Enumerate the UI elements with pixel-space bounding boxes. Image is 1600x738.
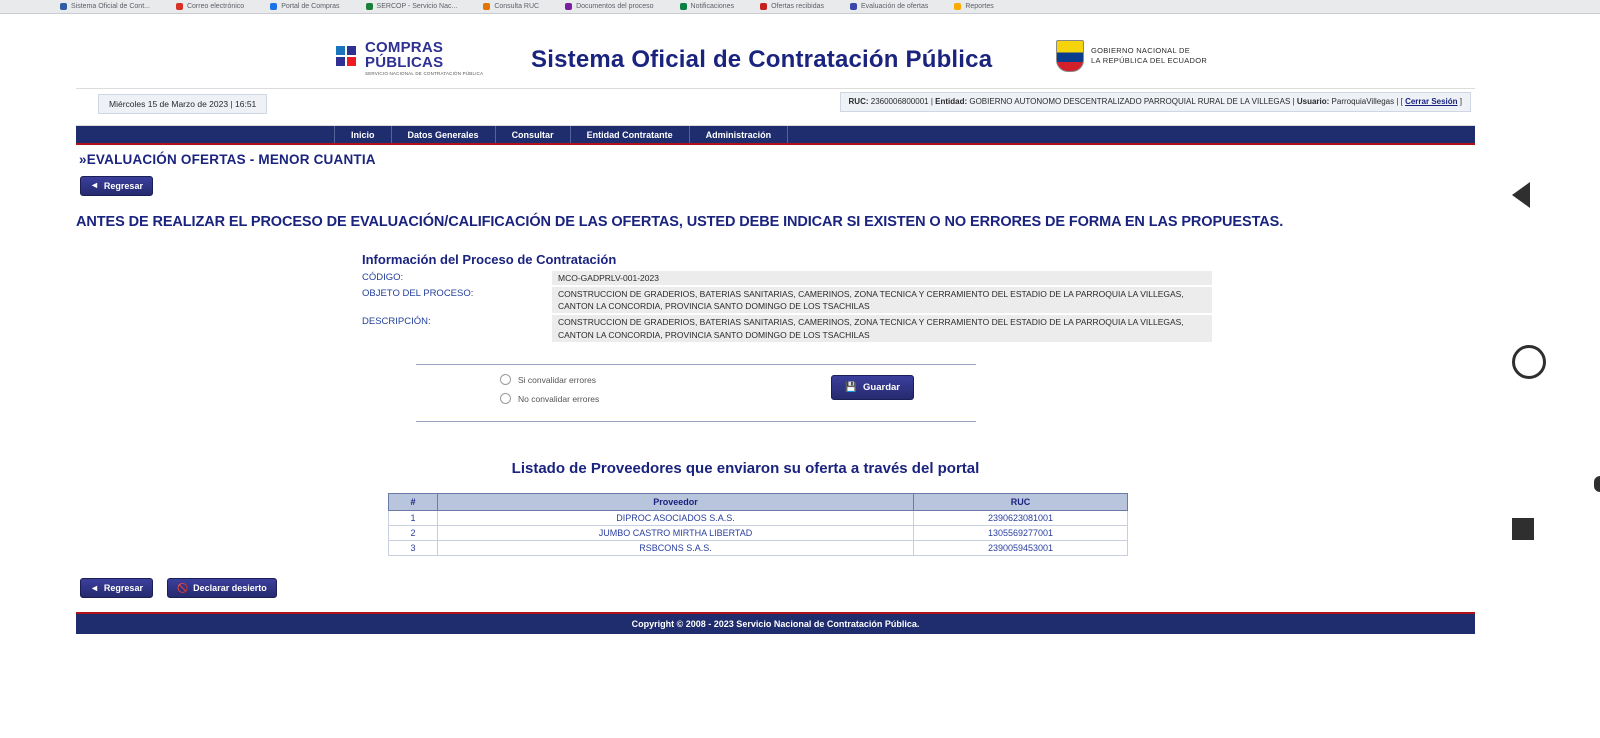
session-info-bar — [76, 88, 1475, 126]
nav-item-inicio[interactable]: Inicio — [334, 126, 392, 143]
recents-square-icon[interactable] — [1512, 518, 1534, 540]
favicon-icon — [483, 3, 490, 10]
info-label-codigo: CÓDIGO: — [362, 271, 404, 283]
back-arrow-icon[interactable] — [1512, 182, 1530, 208]
cell-number: 2 — [389, 526, 438, 541]
declare-void-label: Declarar desierto — [193, 583, 267, 594]
table-row[interactable] — [389, 526, 1128, 541]
browser-tab[interactable] — [850, 3, 928, 10]
favicon-icon — [366, 3, 373, 10]
browser-tab[interactable] — [565, 3, 653, 10]
cell-number: 3 — [389, 541, 438, 556]
table-header-row — [389, 494, 1128, 511]
process-info-title: Información del Proceso de Contratación — [362, 251, 617, 267]
browser-tab[interactable] — [366, 3, 458, 10]
back-button-bottom-label: Regresar — [103, 583, 143, 594]
browser-tab[interactable] — [270, 3, 339, 10]
home-circle-icon[interactable] — [1512, 345, 1546, 379]
column-header-proveedor: Proveedor — [438, 494, 914, 511]
back-arrow-icon: ◄ — [90, 180, 99, 190]
cell-ruc: 2390059453001 — [914, 541, 1128, 556]
entity-value: GOBIERNO AUTONOMO DESCENTRALIZADO PARROQUIAL RURAL DE LA VILLEGAS — [969, 97, 1291, 106]
column-header-number: # — [389, 494, 438, 511]
table-row[interactable] — [389, 511, 1128, 526]
nav-item-entidad-contratante[interactable]: Entidad Contratante — [571, 126, 690, 143]
current-date: Miércoles 15 de Marzo de 2023 | 16:51 — [98, 94, 267, 114]
providers-table — [388, 493, 1128, 556]
back-button-label: Regresar — [103, 180, 143, 191]
browser-tab-label: Correo electrónico — [186, 3, 245, 10]
convalidation-options — [416, 364, 976, 422]
favicon-icon — [60, 3, 67, 10]
providers-list-title: Listado de Proveedores que enviaron su oferta a través del portal — [511, 460, 980, 478]
table-row[interactable] — [389, 541, 1128, 556]
save-disk-icon: 💾 — [845, 382, 858, 394]
nav-item-consultar[interactable]: Consultar — [496, 126, 571, 143]
back-arrow-icon: ◄ — [90, 582, 99, 593]
government-logo — [1056, 40, 1207, 72]
logo-line-1: COMPRAS — [365, 39, 444, 56]
info-label-objeto: OBJETO DEL PROCESO: — [362, 287, 474, 299]
browser-tab-strip[interactable] — [0, 0, 1600, 14]
info-row — [362, 271, 1212, 285]
browser-tab-label: SERCOP - Servicio Nac... — [376, 3, 458, 10]
declare-void-button[interactable] — [167, 578, 277, 598]
user-label: Usuario: — [1296, 97, 1330, 106]
browser-tab[interactable] — [954, 3, 993, 10]
cancel-icon: 🚫 — [176, 582, 189, 593]
favicon-icon — [760, 3, 767, 10]
favicon-icon — [270, 3, 277, 10]
info-row — [362, 315, 1212, 342]
session-details: RUC: 2360006800001 | Entidad: GOBIERNO AUTONOMO DESCENTRALIZADO PARROQUIAL RURAL DE LA VILLEGAS | Usuario: ParroquiaVillegas | [ Cerrar Sesión ] — [840, 92, 1471, 112]
entity-label: Entidad: — [935, 97, 968, 106]
cell-number: 1 — [389, 511, 438, 526]
info-value-objeto: CONSTRUCCION DE GRADERIOS, BATERIAS SANITARIAS, CAMERINOS, ZONA TECNICA Y CERRAMIENTO DEL ESTADIO DE LA PARROQUIA LA VILLEGAS, CANTON LA CONCORDIA, PROVINCIA SANTO DOMINGO DE LOS TSACHILAS — [552, 287, 1212, 314]
logout-link[interactable]: Cerrar Sesión — [1405, 97, 1458, 106]
main-navigation[interactable] — [76, 126, 1475, 145]
scroll-indicator — [1594, 476, 1600, 492]
user-value: ParroquiaVillegas — [1331, 97, 1395, 106]
favicon-icon — [176, 3, 183, 10]
browser-tab[interactable] — [483, 3, 539, 10]
browser-tab-label: Evaluación de ofertas — [861, 3, 929, 10]
ecuador-flag-icon — [1056, 40, 1084, 72]
gov-line-2: LA REPÚBLICA DEL ECUADOR — [1091, 56, 1208, 65]
cell-ruc: 2390623081001 — [914, 511, 1128, 526]
breadcrumb: »EVALUACIÓN OFERTAS - MENOR CUANTIA — [79, 152, 376, 167]
radio-icon[interactable] — [500, 374, 511, 385]
browser-tab[interactable] — [176, 3, 244, 10]
info-value-descripcion: CONSTRUCCION DE GRADERIOS, BATERIAS SANITARIAS, CAMERINOS, ZONA TECNICA Y CERRAMIENTO DEL ESTADIO DE LA PARROQUIA LA VILLEGAS, CANTON LA CONCORDIA, PROVINCIA SANTO DOMINGO DE LOS TSACHILAS — [552, 315, 1212, 342]
browser-tab-label: Sistema Oficial de Cont... — [71, 3, 150, 10]
ruc-value: 2360006800001 — [870, 97, 929, 106]
browser-tab-label: Documentos del proceso — [576, 3, 654, 10]
bottom-actions — [80, 578, 1475, 598]
page-content — [76, 14, 1475, 724]
logo-line-2: PÚBLICAS — [365, 54, 444, 71]
page-footer: Copyright © 2008 - 2023 Servicio Nacional de Contratación Pública. — [76, 612, 1475, 634]
cell-proveedor: DIPROC ASOCIADOS S.A.S. — [438, 511, 914, 526]
cell-proveedor: JUMBO CASTRO MIRTHA LIBERTAD — [438, 526, 914, 541]
nav-item-administracion[interactable]: Administración — [690, 126, 789, 143]
browser-tab-label: Notificaciones — [690, 3, 735, 10]
browser-tab-label: Portal de Compras — [281, 3, 340, 10]
logo-subtitle: SERVICIO NACIONAL DE CONTRATACIÓN PÚBLICA — [365, 71, 484, 76]
nav-item-datos-generales[interactable]: Datos Generales — [392, 126, 496, 143]
radio-icon[interactable] — [500, 393, 511, 404]
browser-tab[interactable] — [60, 3, 150, 10]
compras-publicas-logo[interactable] — [336, 40, 483, 77]
back-button-bottom[interactable] — [80, 578, 153, 598]
favicon-icon — [680, 3, 687, 10]
info-row — [362, 287, 1212, 314]
gov-line-1: GOBIERNO NACIONAL DE — [1091, 46, 1191, 56]
compras-logo-icon — [336, 46, 360, 70]
option-no-label: No convalidar errores — [518, 393, 600, 404]
info-label-descripcion: DESCRIPCIÓN: — [362, 316, 431, 328]
save-button-label: Guardar — [863, 382, 900, 394]
left-margin — [0, 14, 76, 738]
column-header-ruc: RUC — [914, 494, 1128, 511]
cell-proveedor: RSBCONS S.A.S. — [438, 541, 914, 556]
browser-tab-label: Ofertas recibidas — [771, 3, 825, 10]
ruc-label: RUC: — [848, 97, 869, 106]
option-si-label: Si convalidar errores — [518, 374, 596, 385]
browser-tab[interactable] — [760, 3, 824, 10]
process-info-grid — [362, 271, 1212, 343]
cell-ruc: 1305569277001 — [914, 526, 1128, 541]
back-button-top[interactable] — [80, 176, 153, 196]
warning-message: ANTES DE REALIZAR EL PROCESO DE EVALUACIÓN/CALIFICACIÓN DE LAS OFERTAS, USTED DEBE INDICAR SI EXISTEN O NO ERRORES DE FORMA EN LAS PROPUESTAS. — [76, 213, 1284, 230]
page-title: Sistema Oficial de Contratación Pública — [531, 46, 993, 73]
favicon-icon — [850, 3, 857, 10]
info-value-codigo: MCO-GADPRLV-001-2023 — [552, 271, 1212, 285]
favicon-icon — [954, 3, 961, 10]
favicon-icon — [565, 3, 572, 10]
browser-tab[interactable] — [680, 3, 735, 10]
browser-tab-label: Reportes — [965, 3, 994, 10]
browser-tab-label: Consulta RUC — [494, 3, 540, 10]
site-header — [76, 14, 1475, 88]
save-button[interactable] — [831, 375, 914, 400]
